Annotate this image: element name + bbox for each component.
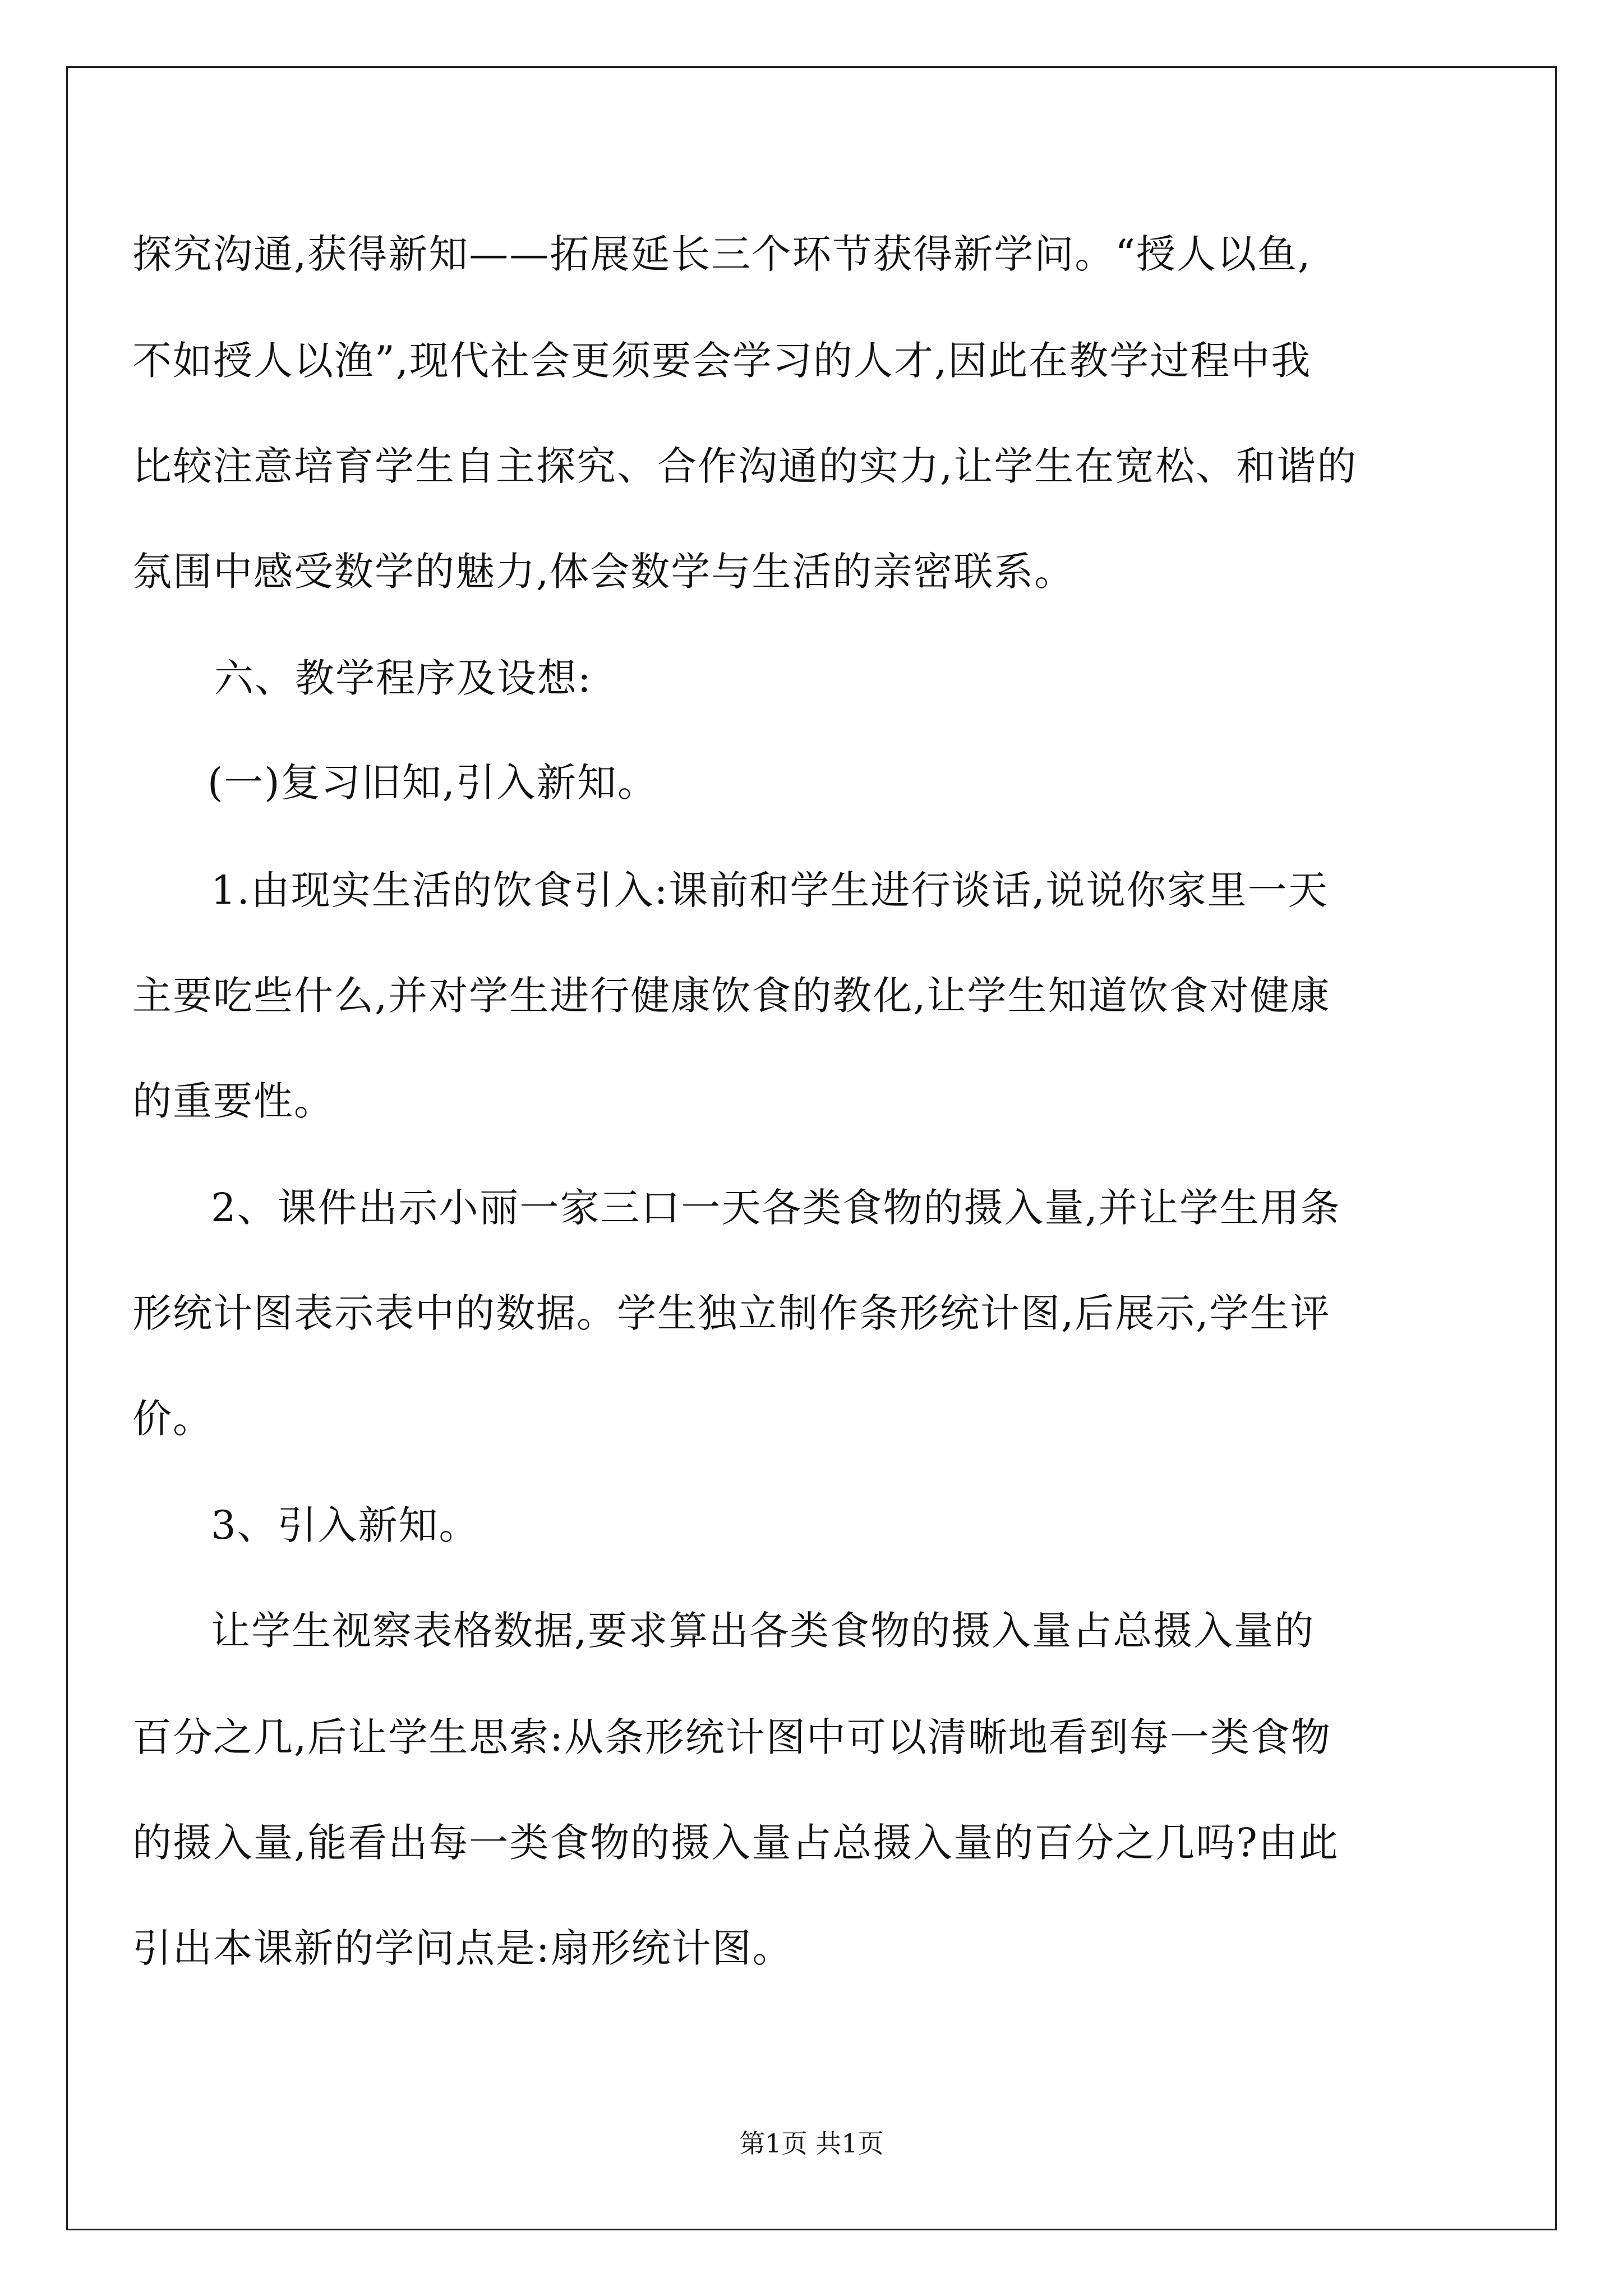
text-line: 氛围中感受数学的魅力,体会数学与生活的亲密联系。 <box>132 549 1075 595</box>
text-line: 的重要性。 <box>132 1078 334 1124</box>
text-line: 形统计图表示表中的数据。学生独立制作条形统计图,后展示,学生评 <box>132 1290 1331 1336</box>
subsection-heading: (一)复习旧知,引入新知。 <box>208 760 658 806</box>
text-line: 价。 <box>132 1396 213 1442</box>
page-border <box>66 66 1557 2230</box>
text-line: 让学生视察表格数据,要求算出各类食物的摄入量占总摄入量的 <box>211 1608 1315 1654</box>
text-line: 1.由现实生活的饮食引入:课前和学生进行谈话,说说你家里一天 <box>211 867 1329 913</box>
text-line: 探究沟通,获得新知——拓展延长三个环节获得新学问。“授人以鱼, <box>132 231 1312 277</box>
page-footer: 第1页 共1页 <box>739 2128 884 2159</box>
section-heading: 六、教学程序及设想: <box>214 655 592 701</box>
text-line: 2、课件出示小丽一家三口一天各类食物的摄入量,并让学生用条 <box>211 1185 1341 1231</box>
text-line: 3、引入新知。 <box>211 1502 479 1548</box>
text-line: 的摄入量,能看出每一类食物的摄入量占总摄入量的百分之几吗?由此 <box>132 1820 1339 1866</box>
text-line: 主要吃些什么,并对学生进行健康饮食的教化,让学生知道饮食对健康 <box>132 973 1331 1019</box>
text-line: 百分之几,后让学生思索:从条形统计图中可以清晰地看到每一类食物 <box>132 1714 1331 1760</box>
text-line: 不如授人以渔”,现代社会更须要会学习的人才,因此在教学过程中我 <box>132 338 1312 384</box>
text-line: 比较注意培育学生自主探究、合作沟通的实力,让学生在宽松、和谐的 <box>132 443 1358 489</box>
text-line: 引出本课新的学问点是:扇形统计图。 <box>132 1925 793 1971</box>
